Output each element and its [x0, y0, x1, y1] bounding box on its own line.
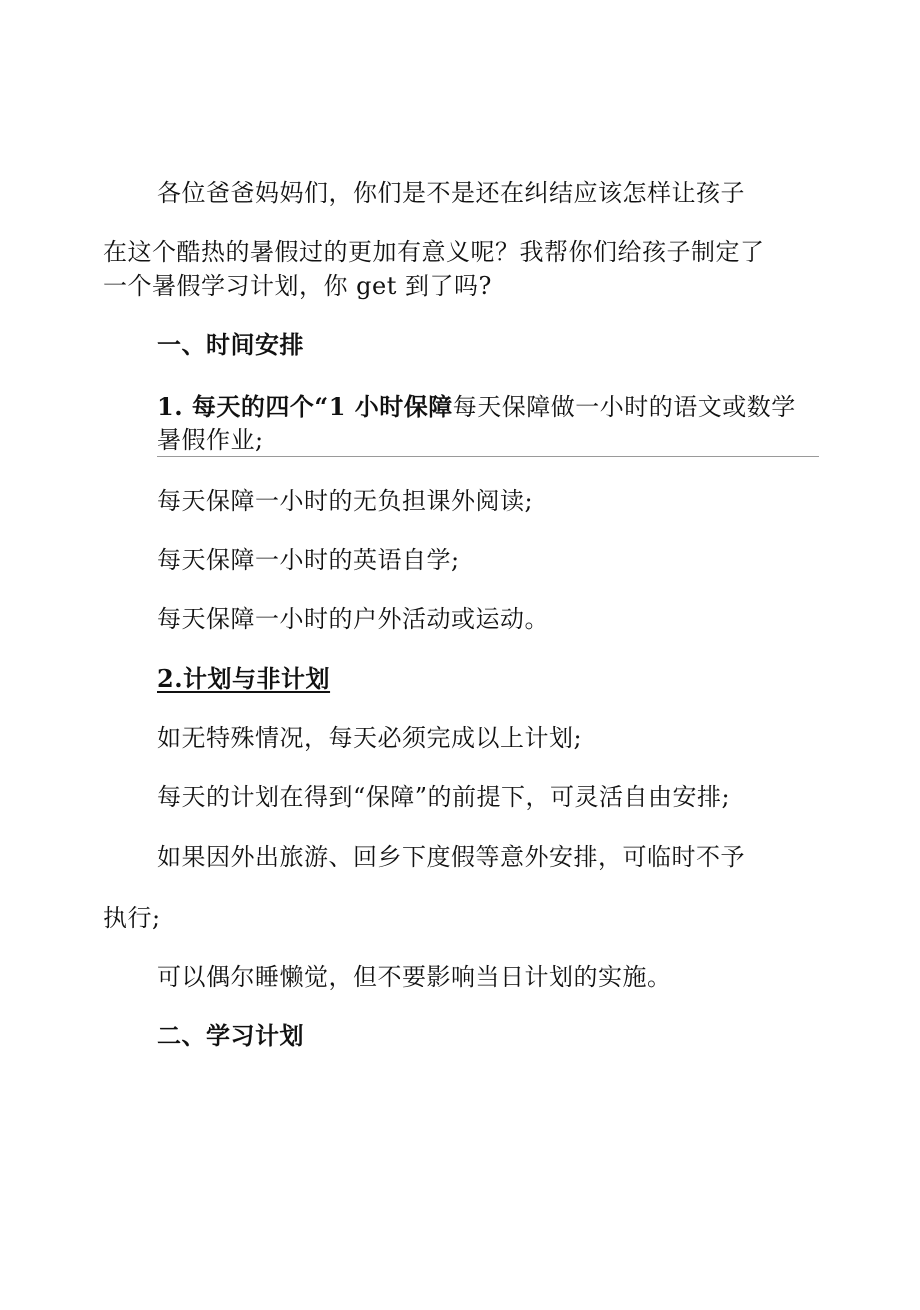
subsection-1-line-1 — [157, 392, 796, 422]
section-1-heading: 一、时间安排 — [157, 330, 304, 359]
intro-line-3: 一个暑假学习计划，你 get 到了吗? — [103, 272, 492, 300]
list-item-reading: 每天保障一小时的无负担课外阅读; — [157, 487, 534, 515]
list-item-english: 每天保障一小时的英语自学; — [157, 546, 460, 574]
list-item-outdoor: 每天保障一小时的户外活动或运动。 — [157, 605, 549, 633]
subsection-2-line-2: 每天的计划在得到“保障”的前提下，可灵活自由安排; — [157, 783, 731, 811]
subsection-2-line-1: 如无特殊情况，每天必须完成以上计划; — [157, 724, 583, 752]
subsection-2-line-3b: 执行; — [103, 904, 161, 932]
subsection-1-line-2: 暑假作业; — [157, 426, 264, 454]
subsection-2-title: 2.计划与非计划 — [157, 664, 331, 693]
intro-line-2: 在这个酷热的暑假过的更加有意义呢？我帮你们给孩子制定了 — [103, 238, 765, 266]
subsection-1-line-1-rest: 每天保障做一小时的语文或数学 — [452, 393, 796, 421]
intro-line-1: 各位爸爸妈妈们，你们是不是还在纠结应该怎样让孩子 — [157, 179, 745, 207]
section-2-heading: 二、学习计划 — [157, 1021, 304, 1050]
subsection-2-line-3a: 如果因外出旅游、回乡下度假等意外安排，可临时不予 — [157, 843, 745, 871]
subsection-2-line-4: 可以偶尔睡懒觉，但不要影响当日计划的实施。 — [157, 963, 672, 991]
separator-line — [157, 456, 819, 457]
subsection-1-title: 1. 每天的四个“1 小时保障 — [157, 392, 453, 421]
